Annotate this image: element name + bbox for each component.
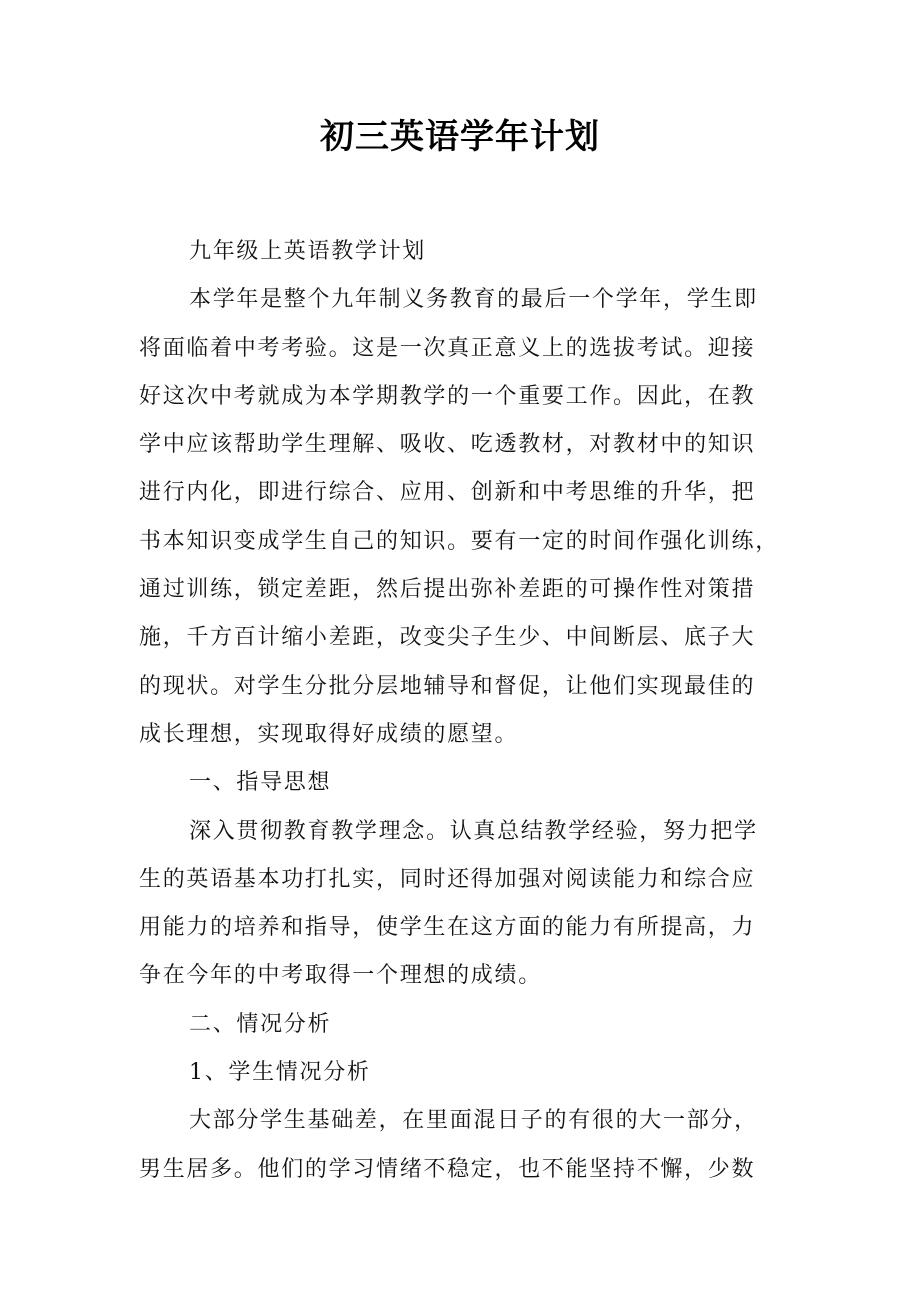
document-body	[139, 228, 799, 1194]
paragraph-line: 男生居多。他们的学习情绪不稳定，也不能坚持不懈，少数	[139, 1156, 756, 1182]
section-heading-guiding-ideology: 一、指导思想	[189, 770, 332, 796]
document-title: 初三英语学年计划	[320, 117, 600, 157]
paragraph-line: 争在今年的中考取得一个理想的成绩。	[139, 963, 542, 989]
paragraph-line: 将面临着中考考验。这是一次真正意义上的选拔考试。迎接	[139, 335, 756, 361]
paragraph-line: 学中应该帮助学生理解、吸收、吃透教材，对教材中的知识	[139, 432, 756, 458]
paragraph-line: 好这次中考就成为本学期教学的一个重要工作。因此，在教	[139, 383, 756, 409]
paragraph-line: 大部分学生基础差，在里面混日子的有很的大一部分，	[189, 1108, 758, 1134]
paragraph-line: 施，千方百计缩小差距，改变尖子生少、中间断层、底子大	[139, 625, 756, 651]
paragraph-line: 书本知识变成学生自己的知识。要有一定的时间作强化训练，	[139, 528, 779, 554]
subsection-heading-student-analysis: 1、学生情况分析	[189, 1060, 371, 1086]
paragraph-line: 成长理想，实现取得好成绩的愿望。	[139, 721, 519, 747]
paragraph-line: 本学年是整个九年制义务教育的最后一个学年，学生即	[189, 287, 758, 313]
paragraph-line: 通过训练，锁定差距，然后提出弥补差距的可操作性对策措	[139, 577, 756, 603]
paragraph-line: 进行内化，即进行综合、应用、创新和中考思维的升华，把	[139, 480, 756, 506]
section-heading-situation-analysis: 二、情况分析	[189, 1011, 332, 1037]
paragraph-line: 深入贯彻教育教学理念。认真总结教学经验，努力把学	[189, 818, 758, 844]
paragraph-line: 的现状。对学生分批分层地辅导和督促，让他们实现最佳的	[139, 673, 756, 699]
paragraph-line: 生的英语基本功打扎实，同时还得加强对阅读能力和综合应	[139, 866, 756, 892]
paragraph-line: 用能力的培养和指导，使学生在这方面的能力有所提高，力	[139, 915, 756, 941]
subtitle-line: 九年级上英语教学计划	[189, 239, 427, 264]
